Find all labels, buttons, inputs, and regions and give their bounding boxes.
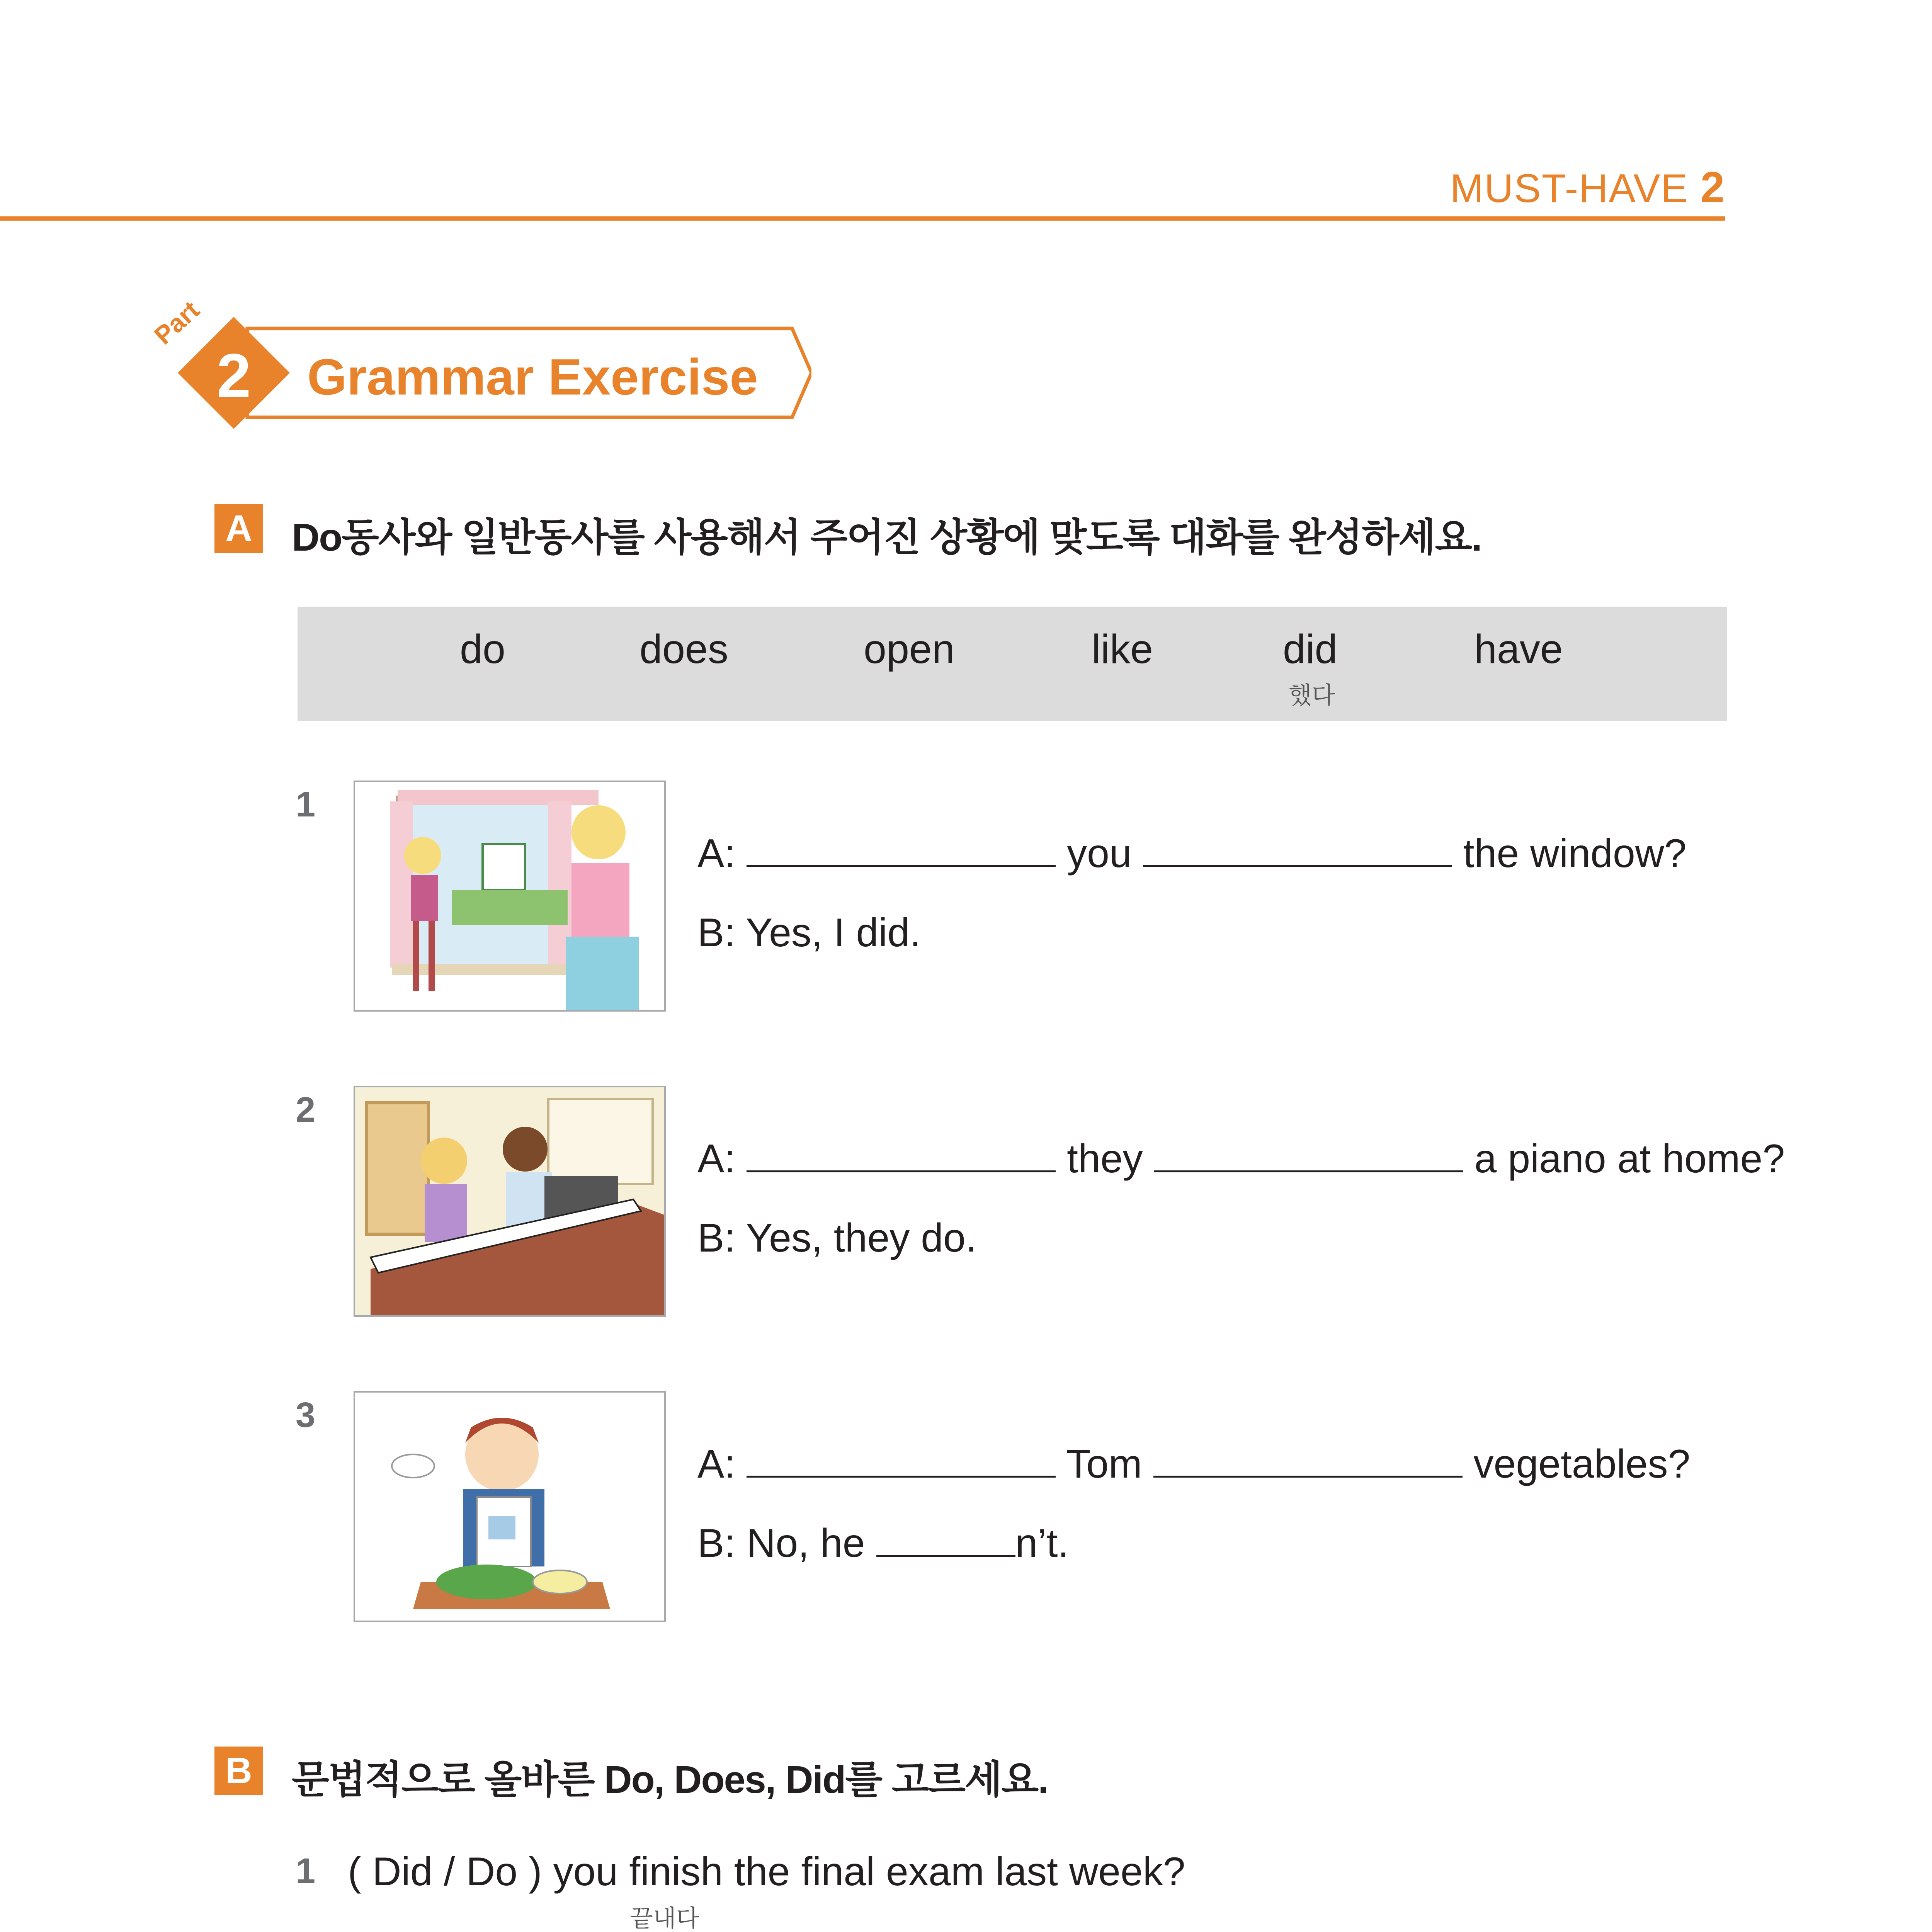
- dialogue-line-b: [697, 910, 921, 956]
- illustration-kids-piano: [354, 1086, 666, 1317]
- dialogue-line-b: [697, 1520, 1069, 1566]
- speaker-a: A:: [697, 1442, 736, 1486]
- answer-blank[interactable]: [1143, 850, 1452, 867]
- dialogue-suffix: n’t.: [1015, 1521, 1069, 1566]
- dialogue-answer: Yes, they do.: [746, 1216, 977, 1260]
- answer-blank[interactable]: [876, 1539, 1015, 1557]
- dialogue-line-a: [697, 831, 1687, 877]
- illustration-boy-vegetables: [354, 1391, 666, 1622]
- section-a-badge: A: [214, 504, 263, 553]
- dialogue-word: vegetables?: [1473, 1442, 1690, 1486]
- answer-blank[interactable]: [1154, 1155, 1463, 1172]
- word-bank-item: like: [1092, 626, 1153, 672]
- question-number: 3: [296, 1395, 316, 1435]
- header-divider: [0, 216, 1725, 221]
- part-label: Part: [148, 295, 205, 350]
- answer-blank[interactable]: [747, 1155, 1056, 1172]
- answer-blank[interactable]: [747, 1460, 1056, 1478]
- question-number: 1: [296, 785, 316, 824]
- dialogue-word: you: [1067, 831, 1132, 876]
- word-bank-gloss: 했다: [1289, 682, 1335, 709]
- part-number: 2: [216, 341, 251, 410]
- question-number: 1: [296, 1851, 316, 1891]
- speaker-b: B:: [697, 1521, 736, 1566]
- word-bank-item: do: [460, 626, 505, 672]
- part-title: Grammar Exercise: [307, 349, 758, 405]
- header-label: [1450, 162, 1725, 212]
- dialogue-word: a piano at home?: [1474, 1136, 1785, 1181]
- speaker-a: A:: [697, 1136, 736, 1181]
- question-number: 2: [296, 1090, 316, 1129]
- choice-question[interactable]: ( Did / Do ) you finish the final exam last week?: [348, 1849, 1185, 1894]
- answer-blank[interactable]: [1153, 1460, 1463, 1478]
- section-b-badge: B: [214, 1747, 263, 1795]
- section-a-instruction: Do동사와 일반동사를 사용해서 주어진 상황에 맞도록 대화를 완성하세요.: [292, 516, 1481, 559]
- section-b-instruction: 문법적으로 올바른 Do, Does, Did를 고르세요.: [292, 1758, 1048, 1801]
- dialogue-word: Tom: [1066, 1442, 1142, 1486]
- answer-blank[interactable]: [747, 850, 1056, 867]
- speaker-b: B:: [697, 910, 736, 955]
- dialogue-answer: Yes, I did.: [746, 910, 921, 955]
- word-bank-item: did: [1283, 626, 1338, 672]
- dialogue-line-b: [697, 1215, 977, 1261]
- speaker-b: B:: [697, 1216, 736, 1260]
- word-bank-item: does: [639, 626, 728, 672]
- header-label-number: 2: [1700, 163, 1725, 211]
- dialogue-line-a: [697, 1441, 1690, 1487]
- word-bank-item: open: [864, 626, 955, 672]
- illustration-girl-window: [354, 781, 666, 1012]
- dialogue-line-a: [697, 1136, 1785, 1182]
- speaker-a: A:: [697, 831, 736, 876]
- dialogue-answer: No, he: [747, 1521, 865, 1566]
- dialogue-word: they: [1067, 1136, 1143, 1181]
- dialogue-word: the window?: [1463, 831, 1687, 876]
- word-bank-item: have: [1474, 626, 1563, 672]
- word-gloss: 끝내다: [630, 1905, 699, 1932]
- header-label-text: MUST-HAVE: [1450, 166, 1689, 211]
